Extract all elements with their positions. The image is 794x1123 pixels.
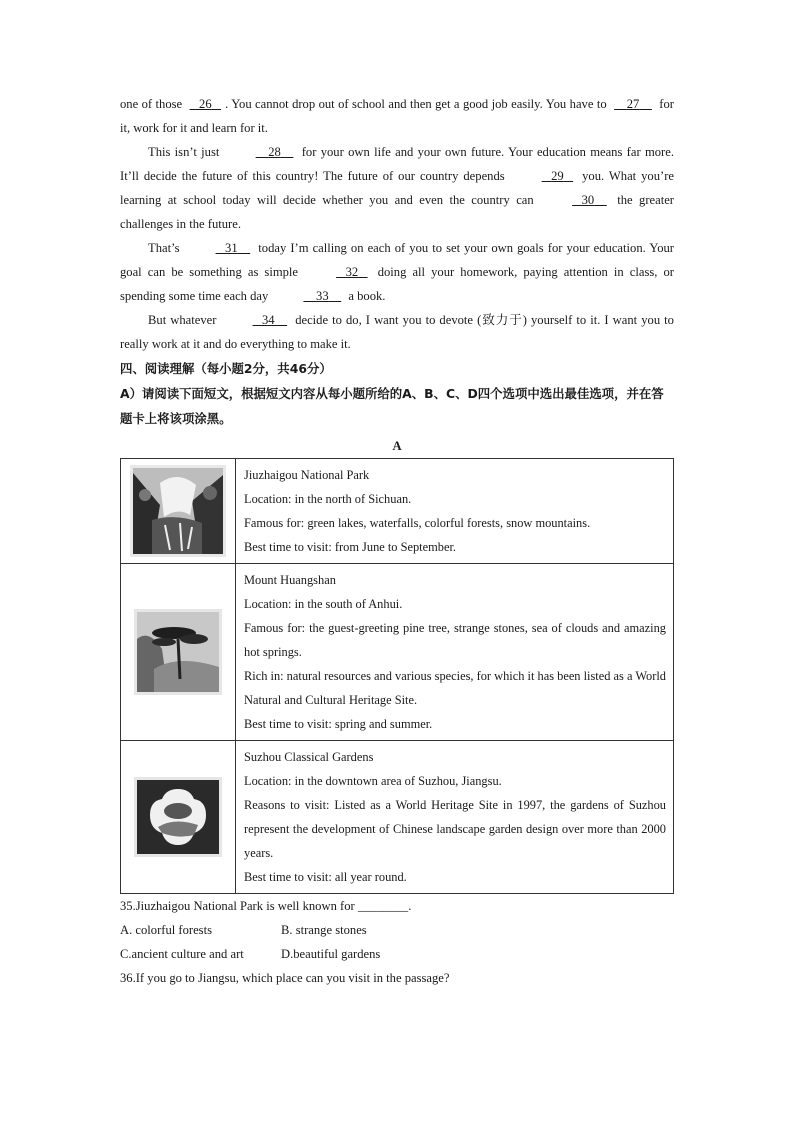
table-row (121, 741, 674, 894)
image-cell (121, 564, 236, 741)
option-a: A. colorful forests (120, 923, 212, 937)
cloze-paragraph-3 (120, 236, 674, 308)
attraction-name: Mount Huangshan (244, 573, 336, 587)
blank-29: 29 (551, 169, 564, 183)
attraction-best-time: Best time to visit: spring and summer. (244, 717, 433, 731)
attraction-location: Location: in the downtown area of Suzhou, Jiangsu. (244, 774, 502, 788)
blank-34: 34 (261, 313, 275, 327)
table-row (121, 459, 674, 564)
passage-label: A (392, 439, 402, 453)
text: for it, work for it and learn for it. (120, 97, 674, 135)
attraction-info (236, 564, 674, 741)
attraction-name: Suzhou Classical Gardens (244, 750, 374, 764)
attraction-famous-for: Famous for: the guest-greeting pine tree, strange stones, sea of clouds and amazing hot springs. (244, 621, 666, 659)
text: for your own life and your own future. Your education means far more. It’ll decide the future of this country! The future of our country depends (120, 145, 674, 183)
cloze-paragraph-4 (120, 308, 674, 356)
attraction-location: Location: in the north of Sichuan. (244, 492, 412, 506)
question-35-options-row-1 (120, 918, 674, 942)
blank-27: 27 (626, 97, 640, 111)
text: one of those (120, 97, 186, 111)
text: This isn’t just (148, 145, 224, 159)
blank-28: 28 (268, 145, 281, 159)
mountain-forest-photo (130, 465, 226, 557)
attraction-best-time: Best time to visit: all year round. (244, 870, 407, 884)
cloze-paragraph-1 (120, 92, 674, 140)
text: decide to do, I want you to devote (致力于) yourself to it. I want you to really work at it and do everything to make it. (120, 313, 674, 351)
blank-30: 30 (581, 193, 595, 207)
attraction-name: Jiuzhaigou National Park (244, 468, 370, 482)
image-cell (121, 459, 236, 564)
text: today I’m calling on each of you to set your own goals for your education. Your goal can be something as simple (120, 241, 674, 279)
cloze-paragraph-2 (120, 140, 674, 236)
pine-tree-photo (134, 609, 222, 695)
question-36: 36.If you go to Jiangsu, which place can you visit in the passage? (120, 971, 450, 985)
text: the greater challenges in the future. (120, 193, 674, 231)
text: . You cannot drop out of school and then get a good job easily. You have to (225, 97, 611, 111)
text: But whatever (148, 313, 221, 327)
attraction-info (236, 741, 674, 894)
exam-page (120, 92, 674, 990)
attraction-best-time: Best time to visit: from June to September. (244, 540, 456, 554)
blank-26: 26 (199, 97, 212, 111)
blank-33: 33 (316, 289, 329, 303)
text: That’s (148, 241, 184, 255)
garden-window-photo (134, 777, 222, 857)
option-c: C.ancient culture and art (120, 947, 244, 961)
question-35-options-row-2 (120, 942, 674, 966)
option-d: D.beautiful gardens (281, 947, 381, 961)
text: doing all your homework, paying attention in class, or spending some time each day (120, 265, 674, 303)
text: a book. (345, 289, 386, 303)
image-cell (121, 741, 236, 894)
text: you. What you’re learning at school today will decide whether you and even the country can (120, 169, 674, 207)
table-row (121, 564, 674, 741)
attraction-info (236, 459, 674, 564)
blank-32: 32 (345, 265, 359, 279)
question-35: 35.Jiuzhaigou National Park is well known for ________. (120, 899, 412, 913)
attraction-location: Location: in the south of Anhui. (244, 597, 403, 611)
section-title: 四、阅读理解（每小题2分，共46分） (120, 361, 332, 376)
section-instruction: A）请阅读下面短文，根据短文内容从每小题所给的A、B、C、D四个选项中选出最佳选项，并在答题卡上将该项涂黑。 (120, 386, 664, 426)
attraction-reasons: Reasons to visit: Listed as a World Heritage Site in 1997, the gardens of Suzhou represent the development of Chinese landscape garden design over more than 2000 years. (244, 798, 666, 860)
attractions-table (120, 458, 674, 894)
attraction-rich-in: Rich in: natural resources and various species, for which it has been listed as a World Natural and Cultural Heritage Site. (244, 669, 667, 707)
blank-31: 31 (225, 241, 238, 255)
option-b: B. strange stones (281, 923, 367, 937)
attraction-famous-for: Famous for: green lakes, waterfalls, colorful forests, snow mountains. (244, 516, 591, 530)
